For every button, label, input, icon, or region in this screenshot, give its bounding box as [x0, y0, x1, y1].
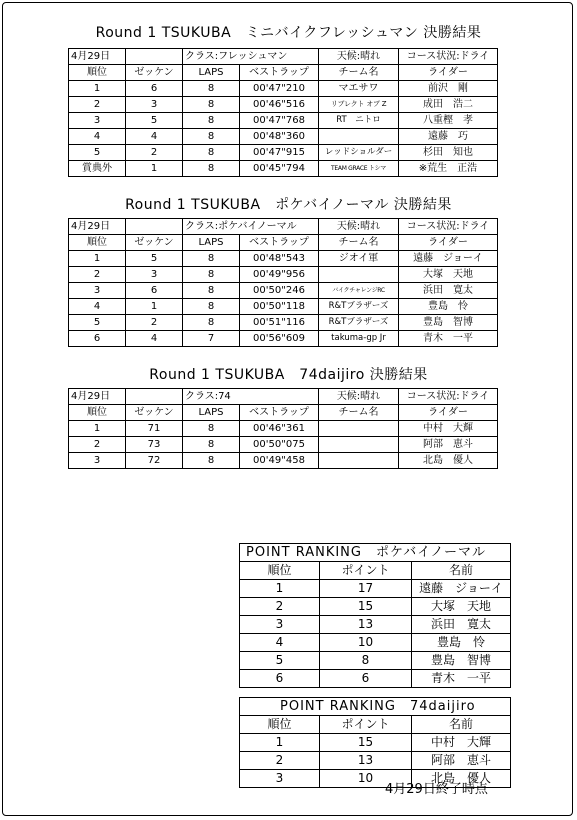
header-row [69, 405, 498, 421]
cell-number: 2 [126, 145, 183, 161]
cell-points: 13 [320, 616, 412, 634]
cell-bestlap: 00'49"458 [240, 453, 319, 469]
cell-points: 10 [320, 634, 412, 652]
cell-rider: 遠藤 ジョーイ [399, 251, 498, 267]
ranking-table-74daijiro [239, 697, 511, 788]
table-row [240, 752, 511, 770]
ranking-title: POINT RANKING ポケバイノーマル [240, 544, 511, 562]
results-title-freshman: Round 1 TSUKUBA ミニバイクフレッシュマン 決勝結果 [95, 25, 482, 41]
cell-team: レッドショルダー [319, 145, 399, 161]
cell-points: 8 [320, 652, 412, 670]
header-number: ゼッケン [126, 235, 183, 251]
cell-team: R&Tブラザーズ [319, 315, 399, 331]
cell-rider: 浜田 寛太 [399, 283, 498, 299]
cell-name: 青木 一平 [412, 670, 511, 688]
header-team: チーム名 [319, 405, 399, 421]
cell-position: 4 [69, 299, 126, 315]
cell-team: バイクチャレンジRC [319, 283, 399, 299]
cell-team: マエサワ [319, 81, 399, 97]
cell-bestlap: 00'51"116 [240, 315, 319, 331]
cell-bestlap: 00'49"956 [240, 267, 319, 283]
cell-team: TEAM GRACE トシマ [319, 161, 399, 177]
cell-number: 6 [126, 81, 183, 97]
meta-row [69, 219, 498, 235]
cell-rider: 青木 一平 [399, 331, 498, 347]
cell-position: 1 [69, 81, 126, 97]
cell-rider: 大塚 天地 [399, 267, 498, 283]
cell-team: takuma-gp Jr [319, 331, 399, 347]
cell-team: リブレクト オブ Z [319, 97, 399, 113]
cell-bestlap: 00'56"609 [240, 331, 319, 347]
cell-position: 6 [69, 331, 126, 347]
race-date: 4月29日 [69, 389, 126, 405]
race-course: コース状況:ドライ [399, 219, 498, 235]
header-row [69, 65, 498, 81]
cell-number: 6 [126, 283, 183, 299]
cell-laps: 8 [183, 267, 240, 283]
header-name: 名前 [412, 716, 511, 734]
cell-rider: 成田 浩二 [399, 97, 498, 113]
cell-name: 豊島 怜 [412, 634, 511, 652]
header-laps: LAPS [183, 65, 240, 81]
cell-rider: 遠藤 巧 [399, 129, 498, 145]
cell-laps: 8 [183, 283, 240, 299]
cell-number: 2 [126, 315, 183, 331]
cell-points: 6 [320, 670, 412, 688]
table-row [240, 580, 511, 598]
cell-number: 5 [126, 251, 183, 267]
race-class: クラス:ポケバイノーマル [183, 219, 319, 235]
cell-laps: 7 [183, 331, 240, 347]
race-class: クラス:74 [183, 389, 319, 405]
cell-position: 1 [69, 251, 126, 267]
cell-bestlap: 00'45"794 [240, 161, 319, 177]
cell-position: 2 [69, 267, 126, 283]
cell-laps: 8 [183, 113, 240, 129]
table-row [240, 670, 511, 688]
table-row [240, 652, 511, 670]
cell-team [319, 421, 399, 437]
cell-bestlap: 00'47"210 [240, 81, 319, 97]
cell-rider: 杉田 知也 [399, 145, 498, 161]
race-date: 4月29日 [69, 219, 126, 235]
table-row [69, 129, 498, 145]
cell-rank: 6 [240, 670, 320, 688]
cell-rank: 2 [240, 598, 320, 616]
cell-position: 3 [69, 283, 126, 299]
results-title-74daijiro: Round 1 TSUKUBA 74daijiro 決勝結果 [149, 367, 428, 383]
header-position: 順位 [69, 235, 126, 251]
header-rider: ライダー [399, 405, 498, 421]
cell-position: 2 [69, 97, 126, 113]
cell-laps: 8 [183, 437, 240, 453]
cell-bestlap: 00'48"543 [240, 251, 319, 267]
cell-points: 17 [320, 580, 412, 598]
results-table-pokebike [68, 218, 498, 347]
cell-position: 5 [69, 315, 126, 331]
cell-rank: 2 [240, 752, 320, 770]
header-number: ゼッケン [126, 405, 183, 421]
cell-bestlap: 00'47"768 [240, 113, 319, 129]
table-row [69, 453, 498, 469]
cell-rider: 豊島 智博 [399, 315, 498, 331]
meta-row [69, 389, 498, 405]
header-points: ポイント [320, 716, 412, 734]
cell-laps: 8 [183, 129, 240, 145]
cell-rider: 八重樫 孝 [399, 113, 498, 129]
cell-team [319, 453, 399, 469]
cell-rank: 4 [240, 634, 320, 652]
table-row [69, 331, 498, 347]
cell-position: 3 [69, 113, 126, 129]
table-row [240, 598, 511, 616]
race-weather: 天候:晴れ [319, 49, 399, 65]
race-date: 4月29日 [69, 49, 126, 65]
as-of-note: 4月29日終了時点 [385, 782, 488, 797]
cell-bestlap: 00'46"361 [240, 421, 319, 437]
race-course: コース状況:ドライ [399, 389, 498, 405]
cell-laps: 8 [183, 315, 240, 331]
table-row [69, 315, 498, 331]
header-rider: ライダー [399, 235, 498, 251]
cell-points: 15 [320, 598, 412, 616]
cell-team [319, 129, 399, 145]
table-row [240, 734, 511, 752]
header-rider: ライダー [399, 65, 498, 81]
cell-name: 浜田 寛太 [412, 616, 511, 634]
cell-rank: 1 [240, 580, 320, 598]
cell-rank: 3 [240, 616, 320, 634]
header-bestlap: ベストラップ [240, 405, 319, 421]
cell-name: 遠藤 ジョーイ [412, 580, 511, 598]
table-row [69, 81, 498, 97]
cell-bestlap: 00'50"246 [240, 283, 319, 299]
cell-number: 5 [126, 113, 183, 129]
header-team: チーム名 [319, 235, 399, 251]
cell-team: ジオイ軍 [319, 251, 399, 267]
race-weather: 天候:晴れ [319, 219, 399, 235]
header-position: 順位 [69, 65, 126, 81]
table-row [69, 267, 498, 283]
cell-position: 4 [69, 129, 126, 145]
cell-laps: 8 [183, 421, 240, 437]
cell-points: 13 [320, 752, 412, 770]
table-row [69, 283, 498, 299]
cell-name: 豊島 智博 [412, 652, 511, 670]
cell-laps: 8 [183, 299, 240, 315]
table-row [69, 161, 498, 177]
cell-number: 3 [126, 267, 183, 283]
header-laps: LAPS [183, 405, 240, 421]
cell-team: RT ニトロ [319, 113, 399, 129]
table-row [69, 97, 498, 113]
race-class: クラス:フレッシュマン [183, 49, 319, 65]
header-position: 順位 [69, 405, 126, 421]
cell-number: 3 [126, 97, 183, 113]
cell-number: 73 [126, 437, 183, 453]
header-rank: 順位 [240, 716, 320, 734]
ranking-title: POINT RANKING 74daijiro [240, 698, 511, 716]
cell-number: 72 [126, 453, 183, 469]
ranking-table-pokebike [239, 543, 511, 688]
race-course: コース状況:ドライ [399, 49, 498, 65]
results-table-freshman [68, 48, 498, 177]
table-row [240, 616, 511, 634]
header-row [240, 716, 511, 734]
cell-number: 1 [126, 299, 183, 315]
cell-laps: 8 [183, 97, 240, 113]
table-row [69, 299, 498, 315]
cell-rank: 5 [240, 652, 320, 670]
cell-number: 1 [126, 161, 183, 177]
header-name: 名前 [412, 562, 511, 580]
cell-position: 1 [69, 421, 126, 437]
cell-laps: 8 [183, 81, 240, 97]
cell-rank: 1 [240, 734, 320, 752]
results-table-74daijiro [68, 388, 498, 469]
header-row [240, 562, 511, 580]
cell-rider: 中村 大輝 [399, 421, 498, 437]
race-weather: 天候:晴れ [319, 389, 399, 405]
cell-rider: 前沢 剛 [399, 81, 498, 97]
header-laps: LAPS [183, 235, 240, 251]
table-row [69, 145, 498, 161]
header-points: ポイント [320, 562, 412, 580]
cell-laps: 8 [183, 251, 240, 267]
cell-laps: 8 [183, 145, 240, 161]
header-bestlap: ベストラップ [240, 65, 319, 81]
cell-laps: 8 [183, 453, 240, 469]
table-row [240, 634, 511, 652]
cell-number: 4 [126, 129, 183, 145]
header-team: チーム名 [319, 65, 399, 81]
cell-rider: 北島 優人 [399, 453, 498, 469]
cell-bestlap: 00'46"516 [240, 97, 319, 113]
cell-bestlap: 00'47"915 [240, 145, 319, 161]
header-bestlap: ベストラップ [240, 235, 319, 251]
cell-team [319, 267, 399, 283]
cell-name: 大塚 天地 [412, 598, 511, 616]
results-title-pokebike: Round 1 TSUKUBA ポケバイノーマル 決勝結果 [125, 197, 452, 213]
cell-name: 中村 大輝 [412, 734, 511, 752]
header-number: ゼッケン [126, 65, 183, 81]
cell-points: 15 [320, 734, 412, 752]
table-row [69, 251, 498, 267]
cell-rider: ※荒生 正浩 [399, 161, 498, 177]
ranking-title-row [240, 698, 511, 716]
cell-points: 10 [320, 770, 412, 788]
cell-rider: 阿部 恵斗 [399, 437, 498, 453]
cell-name: 阿部 恵斗 [412, 752, 511, 770]
cell-rank: 3 [240, 770, 320, 788]
table-row [69, 437, 498, 453]
header-row [69, 235, 498, 251]
cell-bestlap: 00'50"118 [240, 299, 319, 315]
header-rank: 順位 [240, 562, 320, 580]
table-row [69, 421, 498, 437]
cell-bestlap: 00'48"360 [240, 129, 319, 145]
cell-laps: 8 [183, 161, 240, 177]
cell-rider: 豊島 怜 [399, 299, 498, 315]
cell-team [319, 437, 399, 453]
cell-number: 71 [126, 421, 183, 437]
cell-position: 賞典外 [69, 161, 126, 177]
cell-position: 2 [69, 437, 126, 453]
ranking-title-row [240, 544, 511, 562]
cell-team: R&Tブラザーズ [319, 299, 399, 315]
cell-position: 5 [69, 145, 126, 161]
meta-row [69, 49, 498, 65]
table-row [69, 113, 498, 129]
cell-number: 4 [126, 331, 183, 347]
cell-bestlap: 00'50"075 [240, 437, 319, 453]
cell-position: 3 [69, 453, 126, 469]
cell-name: 北島 優人 [412, 770, 511, 788]
